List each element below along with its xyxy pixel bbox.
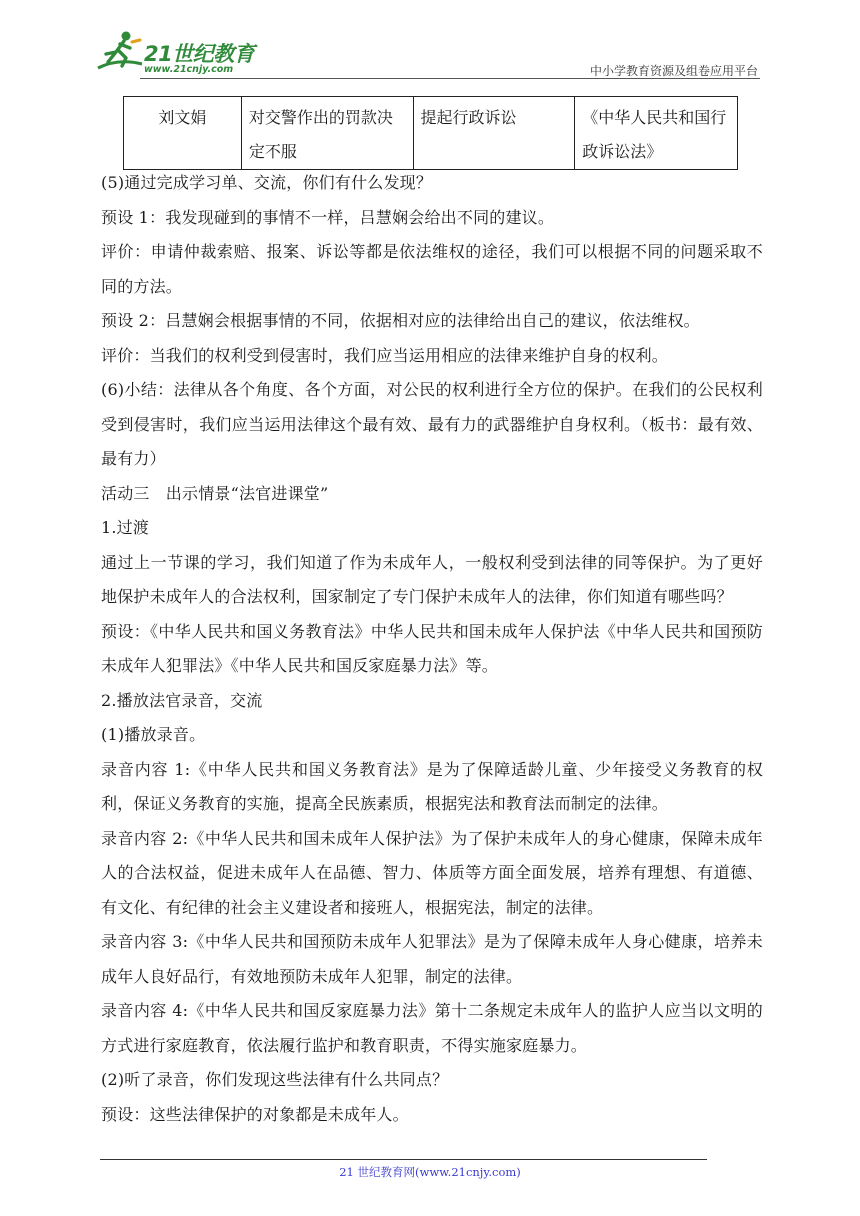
paragraph: (1)播放录音。: [101, 725, 206, 744]
paragraph: 录音内容 1:《中华人民共和国义务教育法》是为了保障适龄儿童、少年接受义务教育的权利，保证义务教育的实施，提高全民族素质，根据宪法和教育法而制定的法律。: [101, 759, 763, 813]
table-cell-law: 《中华人民共和国行政诉讼法》: [575, 97, 738, 170]
runner-logo-icon: [96, 28, 146, 76]
section-heading: 活动三 出示情景“法官进课堂”: [101, 483, 329, 503]
case-table: [123, 96, 738, 170]
footer-rule: [100, 1159, 707, 1160]
header-platform-text: 中小学教育资源及组卷应用平台: [589, 64, 758, 78]
paragraph: 预设 2：吕慧娴会根据事情的不同，依据相对应的法律给出自己的建议，依法维权。: [101, 311, 700, 330]
subheading: 1.过渡: [101, 518, 150, 537]
paragraph: 预设：这些法律保护的对象都是未成年人。: [101, 1104, 409, 1124]
document-body: [101, 166, 763, 1132]
table-cell-name: 刘文娟: [124, 97, 242, 170]
page-header: [96, 28, 760, 80]
paragraph: 评价：申请仲裁索赔、报案、诉讼等都是依法维权的途径，我们可以根据不同的问题采取不同的方法。: [101, 242, 763, 296]
paragraph: (2)听了录音，你们发现这些法律有什么共同点？: [101, 1070, 449, 1089]
paragraph: 评价：当我们的权利受到侵害时，我们应当运用相应的法律来维护自身的权利。: [101, 345, 669, 365]
logo-title: 21世纪教育: [144, 42, 255, 66]
logo-url: www.21cnjy.com: [144, 64, 234, 75]
paragraph: 预设 1：我发现碰到的事情不一样，吕慧娴会给出不同的建议。: [101, 207, 555, 227]
table-cell-action: 提起行政诉讼: [413, 97, 575, 170]
footer-link[interactable]: 21 世纪教育网(www.21cnjy.com): [339, 1165, 521, 1179]
paragraph: 通过上一节课的学习，我们知道了作为未成年人，一般权利受到法律的同等保护。为了更好地保护未成年人的合法权利，国家制定了专门保护未成年人的法律，你们知道有哪些吗？: [101, 552, 763, 606]
logo: [96, 28, 266, 76]
table-cell-event: 对交警作出的罚款决定不服: [241, 97, 413, 170]
paragraph: 录音内容 4:《中华人民共和国反家庭暴力法》第十二条规定未成年人的监护人应当以文明的方式进行家庭教育，依法履行监护和教育职责，不得实施家庭暴力。: [101, 1001, 763, 1055]
header-rule: [140, 78, 760, 79]
paragraph: 预设：《中华人民共和国义务教育法》中华人民共和国未成年人保护法《中华人民共和国预防未成年人犯罪法》《中华人民共和国反家庭暴力法》等。: [101, 621, 763, 675]
paragraph: 录音内容 2:《中华人民共和国未成年人保护法》为了保护未成年人的身心健康，保障未成年人的合法权益，促进未成年人在品德、智力、体质等方面全面发展，培养有理想、有道德、有文化、有纪律的社会主义建设者和接班人，根据宪法，制定的法律。: [101, 828, 763, 917]
paragraph: (5)通过完成学习单、交流，你们有什么发现？: [101, 173, 433, 192]
paragraph: (6)小结：法律从各个角度、各个方面，对公民的权利进行全方位的保护。在我们的公民权利受到侵害时，我们应当运用法律这个最有效、最有力的武器维护自身权利。（板书：最有效、最有力）: [101, 380, 763, 468]
subheading: 2.播放法官录音，交流: [101, 690, 263, 710]
paragraph: 录音内容 3:《中华人民共和国预防未成年人犯罪法》是为了保障未成年人身心健康，培养未成年人良好品行，有效地预防未成年人犯罪，制定的法律。: [101, 932, 763, 986]
table-row: [124, 97, 738, 170]
